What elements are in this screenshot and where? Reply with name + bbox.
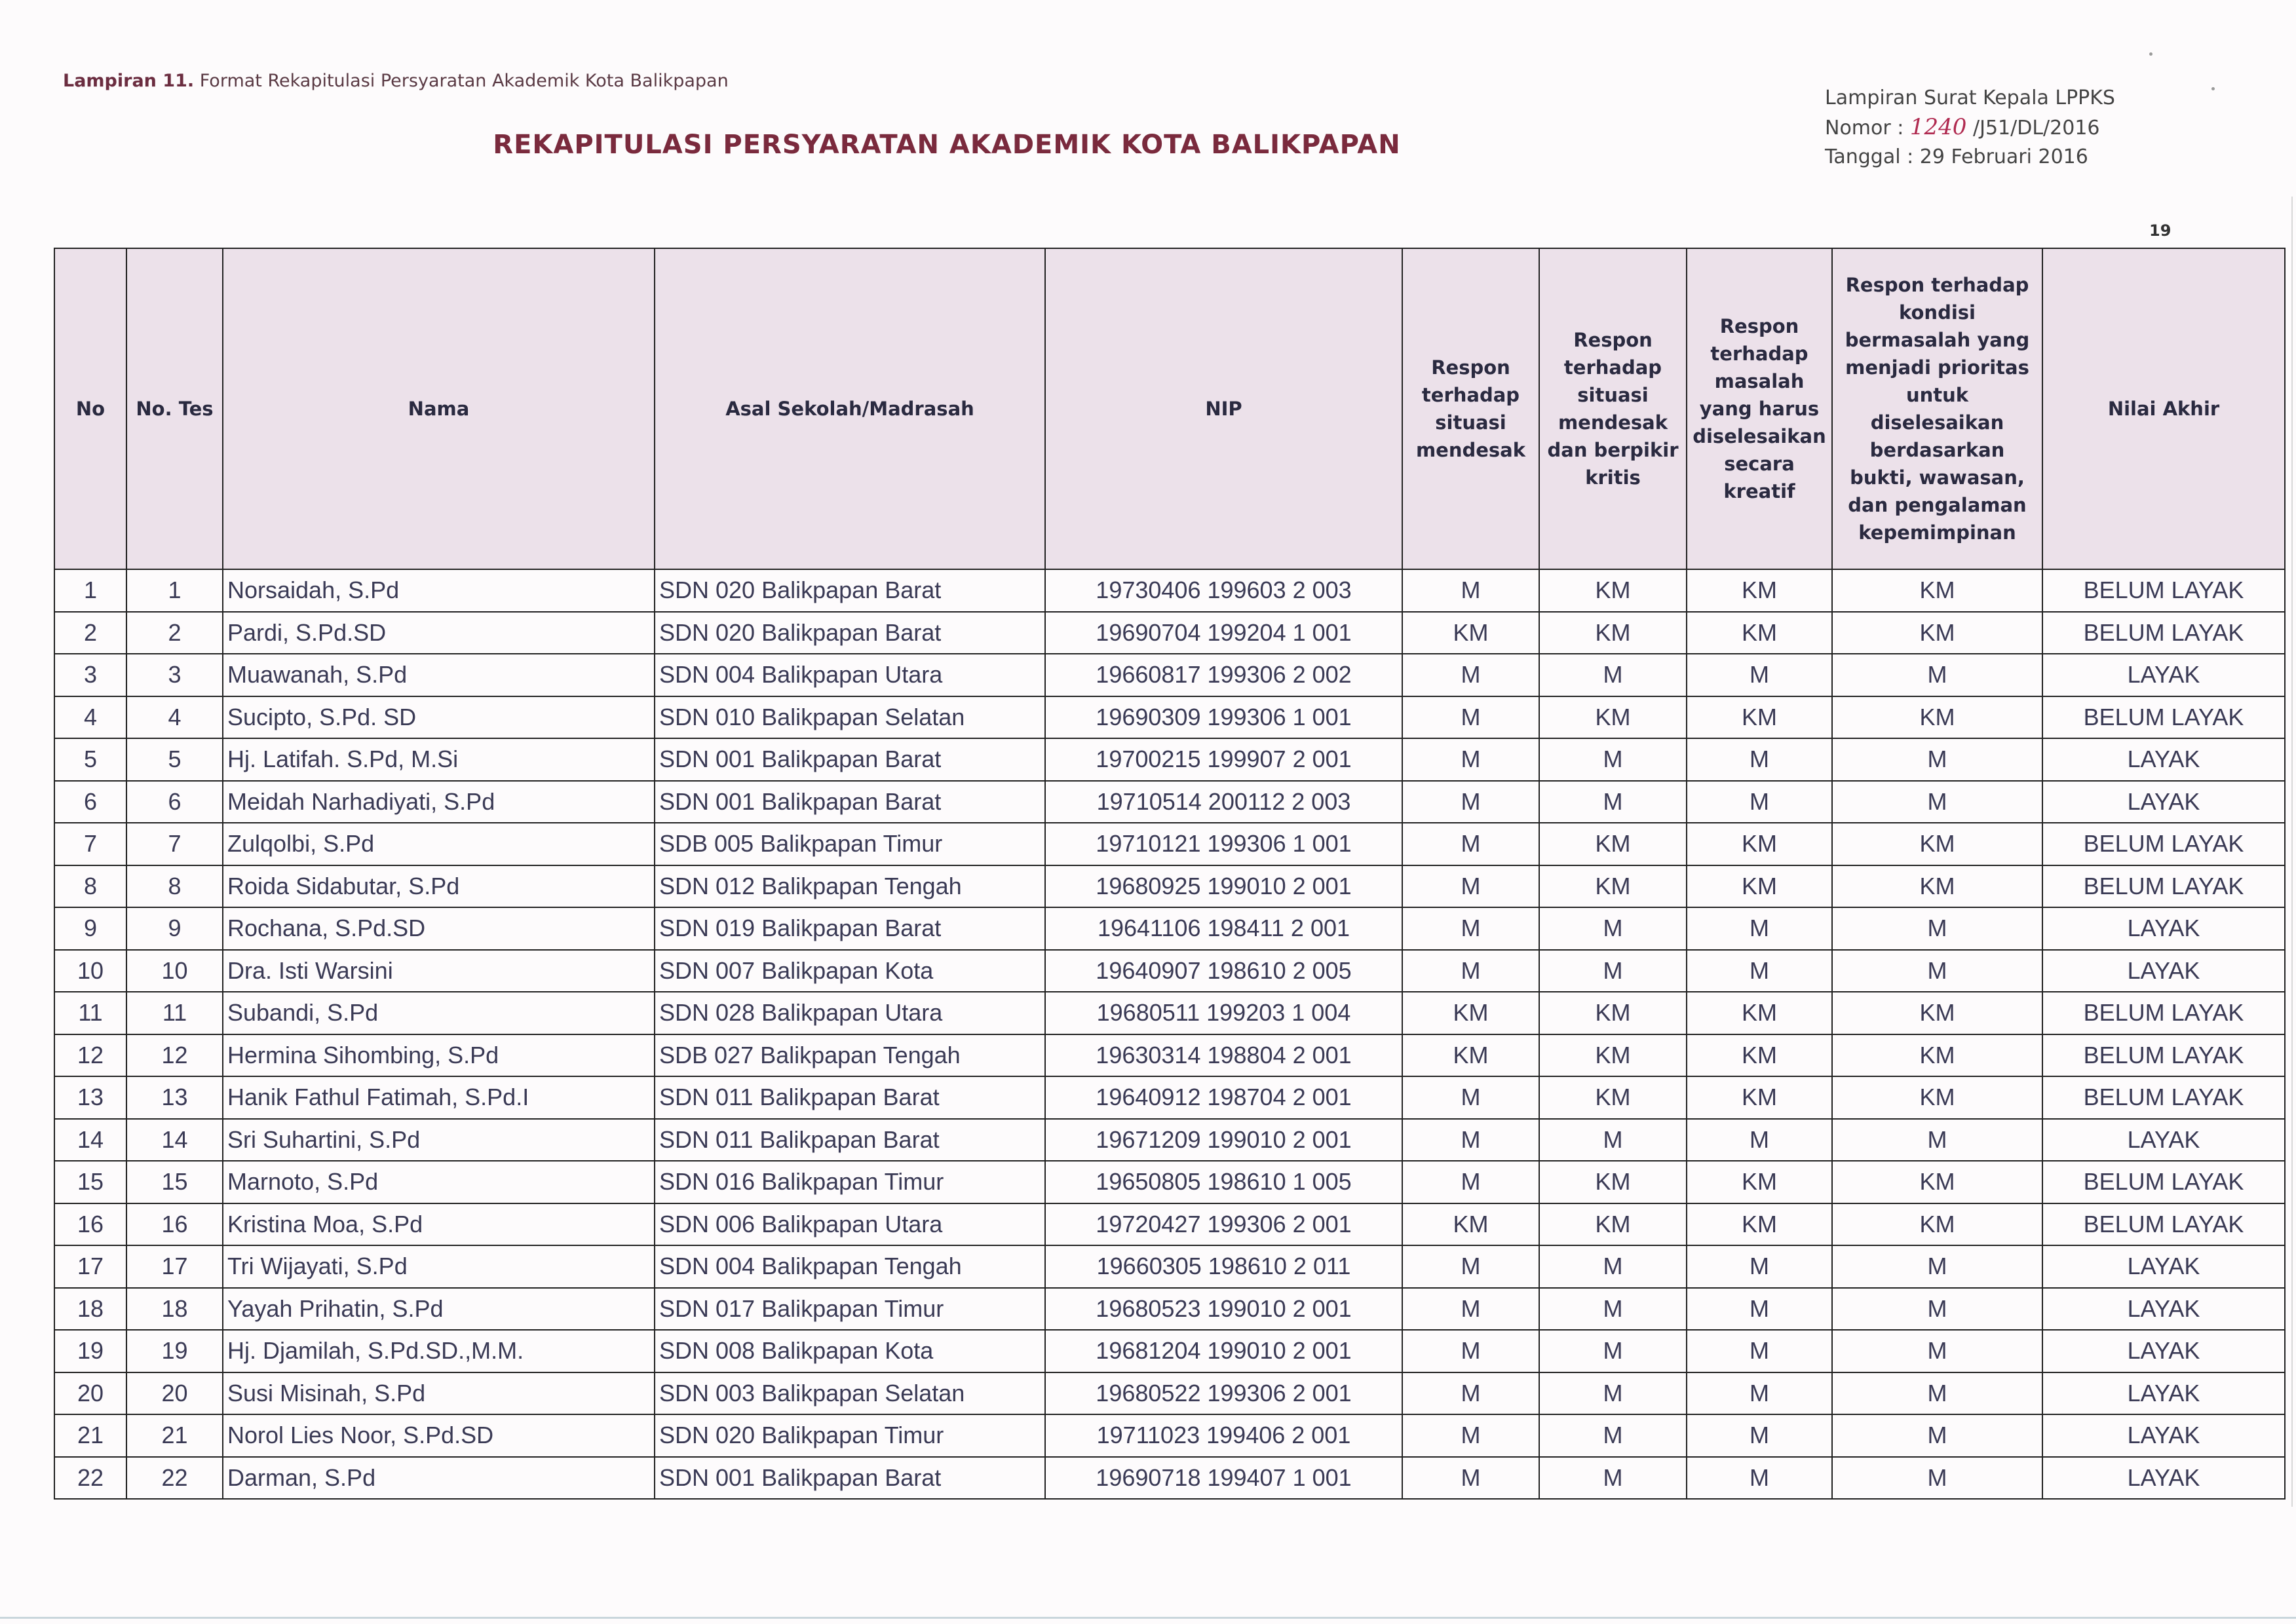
cell-no: 13 <box>54 1076 126 1119</box>
lampiran-caption <box>63 71 729 91</box>
page-right-edge <box>2291 197 2293 1507</box>
cell-nilai-akhir: BELUM LAYAK <box>2042 696 2285 739</box>
cell-nama: Hermina Sihombing, S.Pd <box>223 1034 655 1077</box>
table-row <box>54 950 2285 992</box>
cell-nama: Muawanah, S.Pd <box>223 654 655 696</box>
lampiran-label: Lampiran 11. <box>63 71 195 91</box>
cell-respon-1: M <box>1402 1330 1539 1372</box>
cell-respon-2: M <box>1539 1119 1687 1161</box>
cell-nama: Pardi, S.Pd.SD <box>223 612 655 654</box>
surat-tanggal: Tanggal : 29 Februari 2016 <box>1825 145 2088 168</box>
cell-no-tes: 9 <box>126 907 223 950</box>
cell-respon-1: M <box>1402 1076 1539 1119</box>
header-respon-situasi-mendesak: Respon terhadap situasi mendesak <box>1402 248 1539 569</box>
cell-no: 12 <box>54 1034 126 1077</box>
cell-respon-2: M <box>1539 1457 1687 1500</box>
cell-nama: Sri Suhartini, S.Pd <box>223 1119 655 1161</box>
header-nilai-akhir: Nilai Akhir <box>2042 248 2285 569</box>
header-nama: Nama <box>223 248 655 569</box>
cell-respon-4: M <box>1832 1414 2042 1457</box>
cell-nip: 19710121 199306 1 001 <box>1045 823 1402 865</box>
cell-no-tes: 4 <box>126 696 223 739</box>
cell-nilai-akhir: LAYAK <box>2042 1330 2285 1372</box>
cell-no: 11 <box>54 992 126 1034</box>
cell-respon-1: M <box>1402 696 1539 739</box>
surat-reference <box>1825 84 2115 172</box>
table-row <box>54 1457 2285 1500</box>
cell-no-tes: 17 <box>126 1245 223 1288</box>
cell-respon-2: KM <box>1539 992 1687 1034</box>
cell-respon-1: M <box>1402 950 1539 992</box>
cell-respon-3: KM <box>1687 696 1832 739</box>
cell-respon-2: KM <box>1539 865 1687 908</box>
cell-nip: 19690309 199306 1 001 <box>1045 696 1402 739</box>
surat-line-1: Lampiran Surat Kepala LPPKS <box>1825 86 2115 109</box>
cell-respon-3: M <box>1687 738 1832 781</box>
table-row <box>54 1330 2285 1372</box>
cell-nip: 19730406 199603 2 003 <box>1045 569 1402 612</box>
cell-respon-2: KM <box>1539 823 1687 865</box>
cell-respon-3: KM <box>1687 1203 1832 1246</box>
cell-nilai-akhir: LAYAK <box>2042 1245 2285 1288</box>
cell-nip: 19680522 199306 2 001 <box>1045 1372 1402 1415</box>
table-row <box>54 569 2285 612</box>
cell-nilai-akhir: LAYAK <box>2042 738 2285 781</box>
cell-respon-1: M <box>1402 1161 1539 1203</box>
cell-respon-2: M <box>1539 1330 1687 1372</box>
cell-nip: 19641106 198411 2 001 <box>1045 907 1402 950</box>
cell-asal-sekolah: SDN 011 Balikpapan Barat <box>655 1076 1045 1119</box>
header-respon-prioritas: Respon terhadap kondisi bermasalah yang menjadi prioritas untuk diselesaikan berdasarkan bukti, wawasan, dan pengalaman kepemimpinan <box>1832 248 2042 569</box>
cell-respon-4: KM <box>1832 612 2042 654</box>
cell-respon-4: KM <box>1832 1203 2042 1246</box>
cell-asal-sekolah: SDN 017 Balikpapan Timur <box>655 1288 1045 1331</box>
cell-asal-sekolah: SDN 010 Balikpapan Selatan <box>655 696 1045 739</box>
cell-respon-2: M <box>1539 1288 1687 1331</box>
cell-respon-4: M <box>1832 1457 2042 1500</box>
cell-no: 10 <box>54 950 126 992</box>
surat-nomor-label: Nomor : <box>1825 117 1904 140</box>
cell-respon-4: KM <box>1832 1076 2042 1119</box>
cell-nama: Darman, S.Pd <box>223 1457 655 1500</box>
cell-respon-4: M <box>1832 1119 2042 1161</box>
cell-respon-3: KM <box>1687 612 1832 654</box>
cell-nilai-akhir: BELUM LAYAK <box>2042 1161 2285 1203</box>
cell-no-tes: 1 <box>126 569 223 612</box>
cell-nip: 19711023 199406 2 001 <box>1045 1414 1402 1457</box>
cell-no-tes: 10 <box>126 950 223 992</box>
cell-nama: Zulqolbi, S.Pd <box>223 823 655 865</box>
cell-nip: 19630314 198804 2 001 <box>1045 1034 1402 1077</box>
rekapitulasi-table <box>54 248 2286 1500</box>
cell-nama: Roida Sidabutar, S.Pd <box>223 865 655 908</box>
cell-respon-3: M <box>1687 1245 1832 1288</box>
cell-respon-4: M <box>1832 1288 2042 1331</box>
cell-no: 5 <box>54 738 126 781</box>
cell-asal-sekolah: SDN 001 Balikpapan Barat <box>655 1457 1045 1500</box>
cell-respon-4: KM <box>1832 823 2042 865</box>
speck-mark <box>2211 87 2215 90</box>
cell-respon-3: M <box>1687 781 1832 823</box>
cell-respon-1: M <box>1402 1245 1539 1288</box>
cell-no-tes: 3 <box>126 654 223 696</box>
cell-no: 21 <box>54 1414 126 1457</box>
cell-nilai-akhir: LAYAK <box>2042 654 2285 696</box>
header-no-tes: No. Tes <box>126 248 223 569</box>
cell-nama: Rochana, S.Pd.SD <box>223 907 655 950</box>
cell-respon-3: M <box>1687 654 1832 696</box>
cell-nilai-akhir: BELUM LAYAK <box>2042 569 2285 612</box>
cell-respon-2: KM <box>1539 1034 1687 1077</box>
cell-respon-1: M <box>1402 1457 1539 1500</box>
cell-respon-1: KM <box>1402 992 1539 1034</box>
cell-asal-sekolah: SDN 001 Balikpapan Barat <box>655 781 1045 823</box>
cell-respon-3: M <box>1687 1414 1832 1457</box>
cell-no-tes: 13 <box>126 1076 223 1119</box>
table-row <box>54 1245 2285 1288</box>
cell-no-tes: 14 <box>126 1119 223 1161</box>
speck-mark <box>2149 52 2152 56</box>
table-row <box>54 612 2285 654</box>
cell-nip: 19720427 199306 2 001 <box>1045 1203 1402 1246</box>
cell-no: 6 <box>54 781 126 823</box>
table-row <box>54 907 2285 950</box>
cell-nama: Norol Lies Noor, S.Pd.SD <box>223 1414 655 1457</box>
cell-asal-sekolah: SDN 006 Balikpapan Utara <box>655 1203 1045 1246</box>
cell-respon-1: M <box>1402 781 1539 823</box>
lampiran-text: Format Rekapitulasi Persyaratan Akademik Kota Balikpapan <box>199 71 729 91</box>
table-row <box>54 1034 2285 1077</box>
cell-no: 22 <box>54 1457 126 1500</box>
cell-nama: Susi Misinah, S.Pd <box>223 1372 655 1415</box>
cell-respon-1: M <box>1402 1288 1539 1331</box>
cell-no: 18 <box>54 1288 126 1331</box>
cell-respon-2: KM <box>1539 612 1687 654</box>
cell-no: 16 <box>54 1203 126 1246</box>
cell-asal-sekolah: SDN 020 Balikpapan Barat <box>655 612 1045 654</box>
cell-nip: 19640907 198610 2 005 <box>1045 950 1402 992</box>
cell-respon-1: KM <box>1402 1203 1539 1246</box>
table-row <box>54 865 2285 908</box>
cell-asal-sekolah: SDN 011 Balikpapan Barat <box>655 1119 1045 1161</box>
cell-no: 1 <box>54 569 126 612</box>
cell-nip: 19690718 199407 1 001 <box>1045 1457 1402 1500</box>
cell-nip: 19690704 199204 1 001 <box>1045 612 1402 654</box>
cell-no-tes: 2 <box>126 612 223 654</box>
cell-no-tes: 15 <box>126 1161 223 1203</box>
cell-respon-3: M <box>1687 1457 1832 1500</box>
cell-no-tes: 11 <box>126 992 223 1034</box>
cell-respon-2: M <box>1539 907 1687 950</box>
cell-respon-3: KM <box>1687 569 1832 612</box>
cell-nama: Yayah Prihatin, S.Pd <box>223 1288 655 1331</box>
header-respon-kreatif: Respon terhadap masalah yang harus diselesaikan secara kreatif <box>1687 248 1832 569</box>
cell-no-tes: 19 <box>126 1330 223 1372</box>
cell-respon-2: M <box>1539 781 1687 823</box>
cell-nilai-akhir: BELUM LAYAK <box>2042 865 2285 908</box>
cell-respon-3: M <box>1687 1119 1832 1161</box>
table-row <box>54 1372 2285 1415</box>
cell-respon-2: M <box>1539 654 1687 696</box>
cell-no: 20 <box>54 1372 126 1415</box>
cell-respon-3: M <box>1687 1288 1832 1331</box>
cell-nip: 19710514 200112 2 003 <box>1045 781 1402 823</box>
header-row <box>54 248 2285 569</box>
cell-asal-sekolah: SDB 027 Balikpapan Tengah <box>655 1034 1045 1077</box>
cell-asal-sekolah: SDN 007 Balikpapan Kota <box>655 950 1045 992</box>
cell-nilai-akhir: BELUM LAYAK <box>2042 612 2285 654</box>
cell-respon-2: KM <box>1539 696 1687 739</box>
cell-respon-3: KM <box>1687 1076 1832 1119</box>
cell-respon-3: KM <box>1687 865 1832 908</box>
cell-nama: Kristina Moa, S.Pd <box>223 1203 655 1246</box>
cell-respon-4: M <box>1832 738 2042 781</box>
cell-respon-3: M <box>1687 907 1832 950</box>
page-number: 19 <box>2149 221 2172 240</box>
cell-asal-sekolah: SDN 004 Balikpapan Tengah <box>655 1245 1045 1288</box>
cell-asal-sekolah: SDN 028 Balikpapan Utara <box>655 992 1045 1034</box>
cell-nip: 19680925 199010 2 001 <box>1045 865 1402 908</box>
cell-respon-2: KM <box>1539 569 1687 612</box>
cell-no-tes: 21 <box>126 1414 223 1457</box>
cell-no: 3 <box>54 654 126 696</box>
cell-respon-1: M <box>1402 823 1539 865</box>
table-body <box>54 569 2285 1499</box>
cell-respon-1: M <box>1402 569 1539 612</box>
cell-respon-4: KM <box>1832 1161 2042 1203</box>
cell-nip: 19671209 199010 2 001 <box>1045 1119 1402 1161</box>
cell-nilai-akhir: LAYAK <box>2042 1119 2285 1161</box>
surat-nomor <box>1825 113 2115 143</box>
cell-nama: Sucipto, S.Pd. SD <box>223 696 655 739</box>
cell-nilai-akhir: BELUM LAYAK <box>2042 1034 2285 1077</box>
table-row <box>54 1203 2285 1246</box>
table-row <box>54 1119 2285 1161</box>
cell-respon-3: M <box>1687 1372 1832 1415</box>
cell-respon-4: M <box>1832 1245 2042 1288</box>
cell-no: 17 <box>54 1245 126 1288</box>
cell-respon-2: KM <box>1539 1161 1687 1203</box>
cell-nama: Dra. Isti Warsini <box>223 950 655 992</box>
cell-nilai-akhir: LAYAK <box>2042 1457 2285 1500</box>
cell-respon-2: KM <box>1539 1076 1687 1119</box>
page-title: REKAPITULASI PERSYARATAN AKADEMIK KOTA BALIKPAPAN <box>493 130 1401 160</box>
cell-nama: Hj. Latifah. S.Pd, M.Si <box>223 738 655 781</box>
cell-nama: Hanik Fathul Fatimah, S.Pd.I <box>223 1076 655 1119</box>
cell-nama: Subandi, S.Pd <box>223 992 655 1034</box>
cell-no-tes: 6 <box>126 781 223 823</box>
cell-nilai-akhir: LAYAK <box>2042 1288 2285 1331</box>
header-asal-sekolah: Asal Sekolah/Madrasah <box>655 248 1045 569</box>
cell-respon-4: M <box>1832 950 2042 992</box>
cell-nip: 19680523 199010 2 001 <box>1045 1288 1402 1331</box>
cell-respon-4: M <box>1832 654 2042 696</box>
cell-no-tes: 18 <box>126 1288 223 1331</box>
cell-respon-3: M <box>1687 1330 1832 1372</box>
cell-respon-3: KM <box>1687 992 1832 1034</box>
cell-no-tes: 12 <box>126 1034 223 1077</box>
table-row <box>54 781 2285 823</box>
table-row <box>54 823 2285 865</box>
cell-respon-2: M <box>1539 950 1687 992</box>
cell-no: 9 <box>54 907 126 950</box>
cell-asal-sekolah: SDN 001 Balikpapan Barat <box>655 738 1045 781</box>
cell-nama: Meidah Narhadiyati, S.Pd <box>223 781 655 823</box>
cell-nip: 19700215 199907 2 001 <box>1045 738 1402 781</box>
cell-no: 4 <box>54 696 126 739</box>
cell-no-tes: 20 <box>126 1372 223 1415</box>
cell-nip: 19681204 199010 2 001 <box>1045 1330 1402 1372</box>
cell-nilai-akhir: BELUM LAYAK <box>2042 1076 2285 1119</box>
cell-respon-2: M <box>1539 1414 1687 1457</box>
cell-respon-4: M <box>1832 1372 2042 1415</box>
table-row <box>54 738 2285 781</box>
cell-no: 14 <box>54 1119 126 1161</box>
cell-asal-sekolah: SDB 005 Balikpapan Timur <box>655 823 1045 865</box>
cell-no-tes: 16 <box>126 1203 223 1246</box>
cell-asal-sekolah: SDN 008 Balikpapan Kota <box>655 1330 1045 1372</box>
cell-nilai-akhir: LAYAK <box>2042 950 2285 992</box>
cell-no-tes: 5 <box>126 738 223 781</box>
cell-nilai-akhir: BELUM LAYAK <box>2042 823 2285 865</box>
cell-respon-3: KM <box>1687 1161 1832 1203</box>
cell-respon-2: M <box>1539 1245 1687 1288</box>
page-bottom-edge <box>0 1617 2296 1619</box>
cell-asal-sekolah: SDN 012 Balikpapan Tengah <box>655 865 1045 908</box>
cell-respon-4: KM <box>1832 696 2042 739</box>
cell-respon-3: KM <box>1687 1034 1832 1077</box>
cell-respon-1: M <box>1402 738 1539 781</box>
header-no: No <box>54 248 126 569</box>
cell-nilai-akhir: LAYAK <box>2042 907 2285 950</box>
table-row <box>54 1414 2285 1457</box>
cell-respon-1: KM <box>1402 1034 1539 1077</box>
cell-asal-sekolah: SDN 016 Balikpapan Timur <box>655 1161 1045 1203</box>
table-row <box>54 1288 2285 1331</box>
cell-nip: 19640912 198704 2 001 <box>1045 1076 1402 1119</box>
cell-respon-4: M <box>1832 1330 2042 1372</box>
cell-asal-sekolah: SDN 004 Balikpapan Utara <box>655 654 1045 696</box>
cell-no: 2 <box>54 612 126 654</box>
surat-nomor-handwritten: 1240 <box>1909 114 1967 140</box>
cell-no: 7 <box>54 823 126 865</box>
cell-respon-3: M <box>1687 950 1832 992</box>
cell-no: 8 <box>54 865 126 908</box>
cell-respon-2: M <box>1539 738 1687 781</box>
cell-respon-3: KM <box>1687 823 1832 865</box>
cell-respon-4: KM <box>1832 1034 2042 1077</box>
cell-nilai-akhir: LAYAK <box>2042 781 2285 823</box>
cell-respon-4: KM <box>1832 569 2042 612</box>
table-row <box>54 696 2285 739</box>
cell-respon-2: KM <box>1539 1203 1687 1246</box>
cell-respon-1: M <box>1402 865 1539 908</box>
header-nip: NIP <box>1045 248 1402 569</box>
cell-respon-2: M <box>1539 1372 1687 1415</box>
cell-no: 15 <box>54 1161 126 1203</box>
cell-nama: Tri Wijayati, S.Pd <box>223 1245 655 1288</box>
cell-nip: 19660305 198610 2 011 <box>1045 1245 1402 1288</box>
cell-asal-sekolah: SDN 020 Balikpapan Timur <box>655 1414 1045 1457</box>
table-row <box>54 1076 2285 1119</box>
cell-respon-4: KM <box>1832 992 2042 1034</box>
table-row <box>54 1161 2285 1203</box>
cell-nip: 19650805 198610 1 005 <box>1045 1161 1402 1203</box>
cell-nip: 19660817 199306 2 002 <box>1045 654 1402 696</box>
header-respon-berpikir-kritis: Respon terhadap situasi mendesak dan berpikir kritis <box>1539 248 1687 569</box>
cell-no-tes: 7 <box>126 823 223 865</box>
cell-asal-sekolah: SDN 019 Balikpapan Barat <box>655 907 1045 950</box>
cell-respon-1: M <box>1402 907 1539 950</box>
cell-nama: Hj. Djamilah, S.Pd.SD.,M.M. <box>223 1330 655 1372</box>
cell-nilai-akhir: LAYAK <box>2042 1372 2285 1415</box>
cell-nip: 19680511 199203 1 004 <box>1045 992 1402 1034</box>
table-header <box>54 248 2285 569</box>
cell-nama: Marnoto, S.Pd <box>223 1161 655 1203</box>
cell-no-tes: 8 <box>126 865 223 908</box>
cell-respon-1: M <box>1402 654 1539 696</box>
cell-asal-sekolah: SDN 003 Balikpapan Selatan <box>655 1372 1045 1415</box>
cell-no: 19 <box>54 1330 126 1372</box>
surat-nomor-rest: /J51/DL/2016 <box>1972 117 2100 140</box>
cell-respon-4: KM <box>1832 865 2042 908</box>
cell-nilai-akhir: BELUM LAYAK <box>2042 992 2285 1034</box>
table-row <box>54 992 2285 1034</box>
cell-respon-1: M <box>1402 1414 1539 1457</box>
table-row <box>54 654 2285 696</box>
cell-nama: Norsaidah, S.Pd <box>223 569 655 612</box>
cell-no-tes: 22 <box>126 1457 223 1500</box>
cell-respon-4: M <box>1832 781 2042 823</box>
cell-respon-1: KM <box>1402 612 1539 654</box>
cell-asal-sekolah: SDN 020 Balikpapan Barat <box>655 569 1045 612</box>
cell-respon-1: M <box>1402 1119 1539 1161</box>
cell-respon-4: M <box>1832 907 2042 950</box>
cell-respon-1: M <box>1402 1372 1539 1415</box>
cell-nilai-akhir: BELUM LAYAK <box>2042 1203 2285 1246</box>
cell-nilai-akhir: LAYAK <box>2042 1414 2285 1457</box>
